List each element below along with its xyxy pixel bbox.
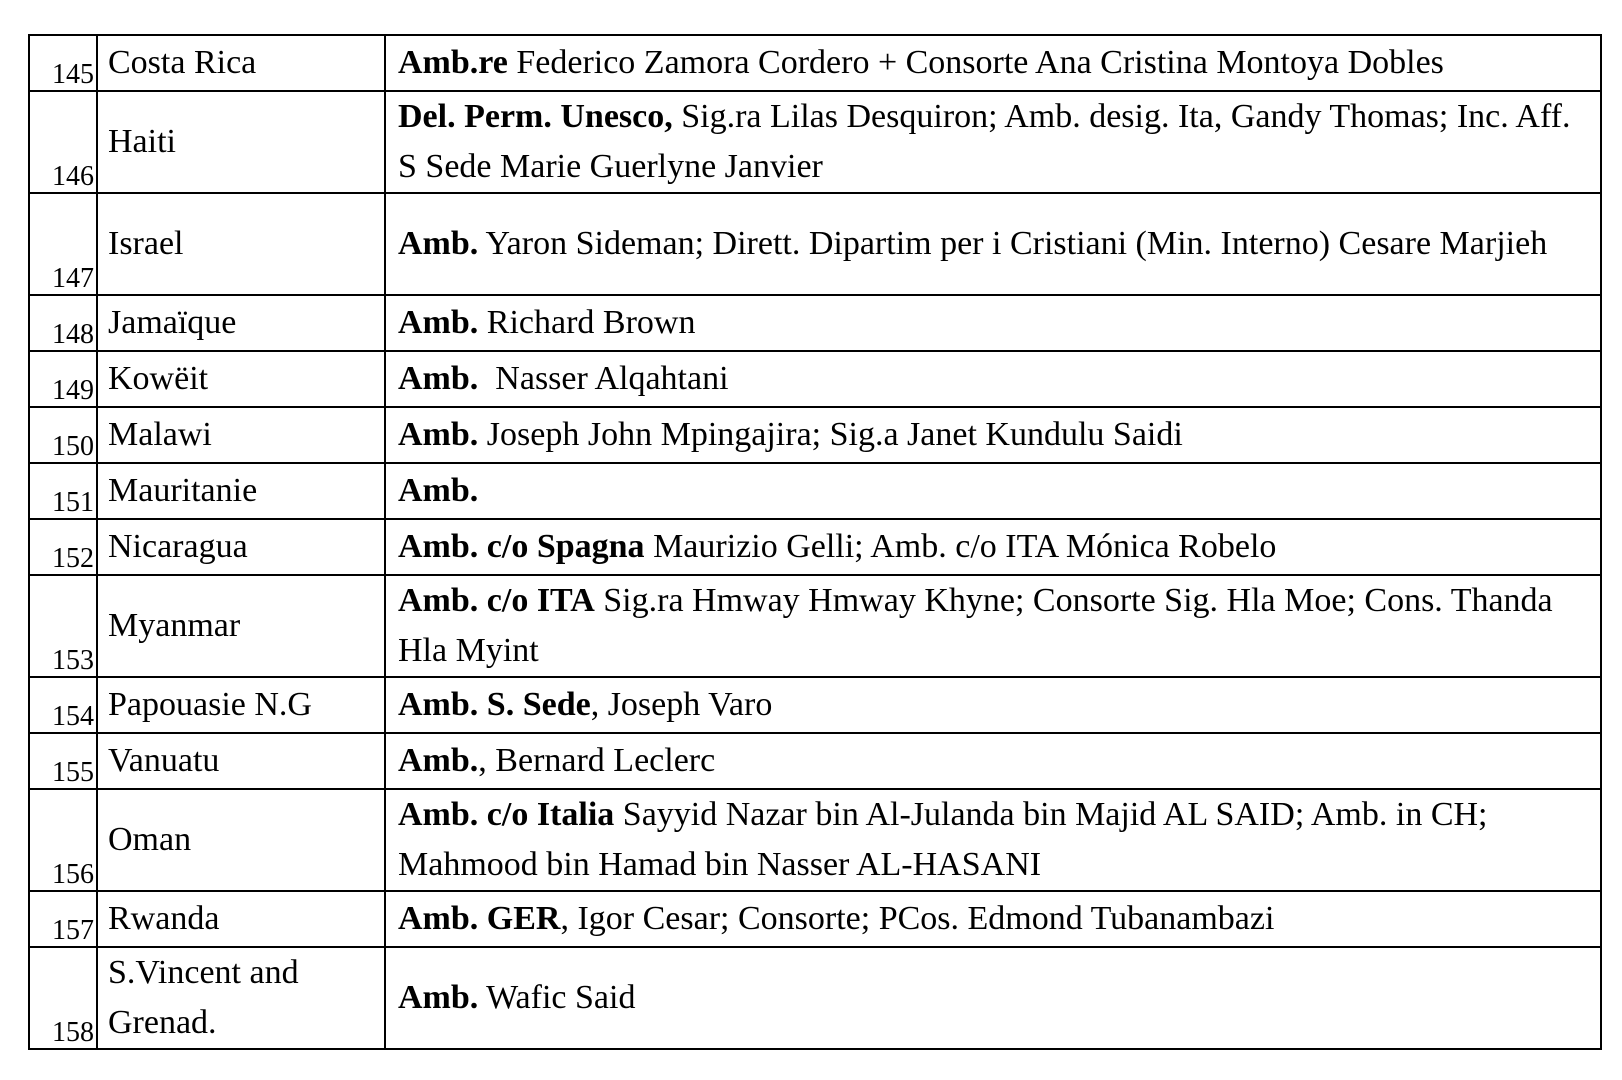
table-row [29, 463, 1601, 519]
delegation-cell [385, 463, 1601, 519]
delegation-cell [385, 407, 1601, 463]
row-number: 151 [52, 487, 94, 518]
country-name: Nicaragua [108, 528, 248, 565]
country-cell [97, 789, 385, 891]
row-number-cell [29, 789, 97, 891]
delegate-title: Amb. [398, 472, 479, 509]
country-name: Vanuatu [108, 742, 220, 779]
row-number: 155 [52, 757, 94, 788]
country-name: Oman [108, 821, 192, 858]
country-cell [97, 519, 385, 575]
delegate-names: Maurizio Gelli; Amb. c/o ITA Mónica Robelo [644, 528, 1277, 565]
country-cell [97, 193, 385, 295]
row-number-cell [29, 35, 97, 91]
country-name: Rwanda [108, 900, 220, 937]
row-number-cell [29, 575, 97, 677]
delegation-cell [385, 295, 1601, 351]
delegate-title: Amb. [398, 360, 479, 397]
country-cell [97, 575, 385, 677]
country-name: Malawi [108, 416, 212, 453]
table-row [29, 91, 1601, 193]
delegate-title: Del. Perm. Unesco, [398, 98, 673, 135]
delegate-names: , Bernard Leclerc [478, 742, 716, 779]
table-row [29, 789, 1601, 891]
delegate-names: Nasser Alqahtani [478, 360, 729, 397]
table-row [29, 733, 1601, 789]
delegate-names: Wafic Said [478, 979, 636, 1016]
delegate-names: , Joseph Varo [590, 686, 773, 723]
row-number-cell [29, 91, 97, 193]
delegate-title: Amb. [398, 225, 479, 262]
delegate-title: Amb. c/o ITA [398, 582, 595, 619]
row-number-cell [29, 463, 97, 519]
country-name: Haiti [108, 123, 176, 160]
country-name: S.Vincent and Grenad. [108, 954, 299, 1041]
delegate-title: Amb. c/o Spagna [398, 528, 645, 565]
country-name: Papouasie N.G [108, 686, 312, 723]
country-cell [97, 295, 385, 351]
country-name: Myanmar [108, 607, 241, 644]
delegation-cell [385, 789, 1601, 891]
delegate-names: Richard Brown [478, 304, 696, 341]
country-cell [97, 677, 385, 733]
row-number: 158 [52, 1017, 94, 1048]
row-number: 152 [52, 543, 94, 574]
row-number-cell [29, 733, 97, 789]
table-row [29, 677, 1601, 733]
row-number-cell [29, 193, 97, 295]
row-number: 148 [52, 319, 94, 350]
delegate-title: Amb.re [398, 44, 508, 81]
delegation-cell [385, 677, 1601, 733]
delegate-title: Amb. [398, 416, 479, 453]
delegate-names: Sig.ra Lilas Desquiron; Amb. desig. Ita, Gandy Thomas; Inc. Aff. S Sede Marie Guerlyne Janvier [398, 98, 1579, 185]
delegate-names: Yaron Sideman; Dirett. Dipartim per i Cristiani (Min. Interno) Cesare Marjieh [478, 225, 1548, 262]
country-name: Israel [108, 225, 184, 262]
row-number: 147 [52, 263, 94, 294]
country-name: Jamaïque [108, 304, 237, 341]
delegate-names: , Igor Cesar; Consorte; PCos. Edmond Tubanambazi [560, 900, 1275, 937]
row-number: 146 [52, 161, 94, 192]
country-cell [97, 463, 385, 519]
country-name: Costa Rica [108, 44, 257, 81]
row-number-cell [29, 519, 97, 575]
country-cell [97, 733, 385, 789]
delegate-title: Amb. [398, 979, 479, 1016]
delegate-title: Amb. c/o Italia [398, 796, 615, 833]
table-row [29, 575, 1601, 677]
row-number-cell [29, 295, 97, 351]
country-cell [97, 351, 385, 407]
delegate-names: Joseph John Mpingajira; Sig.a Janet Kundulu Saidi [478, 416, 1183, 453]
country-cell [97, 891, 385, 947]
delegation-cell [385, 891, 1601, 947]
table-row [29, 295, 1601, 351]
row-number-cell [29, 677, 97, 733]
delegate-names: Federico Zamora Cordero + Consorte Ana Cristina Montoya Dobles [507, 44, 1444, 81]
row-number: 156 [52, 859, 94, 890]
country-cell [97, 947, 385, 1049]
delegation-cell [385, 733, 1601, 789]
table-row [29, 891, 1601, 947]
country-name: Mauritanie [108, 472, 258, 509]
row-number: 149 [52, 375, 94, 406]
table-row [29, 519, 1601, 575]
table-row [29, 35, 1601, 91]
delegate-title: Amb. GER [398, 900, 561, 937]
delegate-title: Amb. S. Sede [398, 686, 591, 723]
delegation-cell [385, 519, 1601, 575]
row-number: 157 [52, 915, 94, 946]
row-number-cell [29, 891, 97, 947]
delegate-title: Amb. [398, 304, 479, 341]
country-cell [97, 91, 385, 193]
table-row [29, 947, 1601, 1049]
table-row [29, 351, 1601, 407]
country-cell [97, 35, 385, 91]
table-row [29, 193, 1601, 295]
row-number-cell [29, 407, 97, 463]
delegations-table [28, 34, 1602, 1050]
delegate-names: Sig.ra Hmway Hmway Khyne; Consorte Sig. Hla Moe; Cons. Thanda Hla Myint [398, 582, 1562, 669]
table-row [29, 407, 1601, 463]
delegations-table-body [29, 35, 1601, 1049]
delegation-cell [385, 947, 1601, 1049]
row-number-cell [29, 947, 97, 1049]
delegation-cell [385, 91, 1601, 193]
row-number: 150 [52, 431, 94, 462]
delegation-cell [385, 351, 1601, 407]
row-number: 153 [52, 645, 94, 676]
delegate-names: Sayyid Nazar bin Al-Julanda bin Majid AL SAID; Amb. in CH; Mahmood bin Hamad bin Nasser AL-HASANI [398, 796, 1497, 883]
delegation-cell [385, 575, 1601, 677]
delegation-cell [385, 193, 1601, 295]
delegate-title: Amb. [398, 742, 479, 779]
country-name: Kowëit [108, 360, 209, 397]
country-cell [97, 407, 385, 463]
row-number: 145 [52, 59, 94, 90]
delegation-cell [385, 35, 1601, 91]
row-number-cell [29, 351, 97, 407]
row-number: 154 [52, 701, 94, 732]
